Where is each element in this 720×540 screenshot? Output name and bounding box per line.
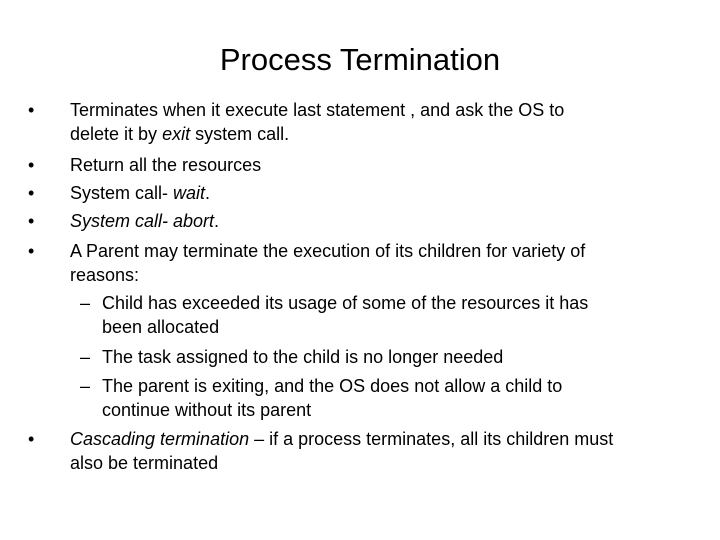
bullet-line: delete it by exit system call.	[70, 124, 290, 144]
italic-term: Cascading termination	[70, 429, 250, 449]
bullet-icon: •	[28, 100, 35, 120]
dash-icon: –	[80, 347, 91, 367]
bullet-icon: •	[28, 211, 35, 231]
sub-item-text: The parent is exiting, and the OS does not allow a child to continue without its parent	[102, 376, 563, 420]
sub-item-text: The task assigned to the child is no longer needed	[102, 347, 504, 367]
italic-term: System call- abort	[70, 211, 215, 231]
bullet-text: System call- wait.	[70, 183, 211, 203]
italic-term: wait	[173, 183, 206, 203]
bullet-text: Cascading termination – if a process terminates, all its children must also be terminated	[70, 429, 614, 473]
bullet-icon: •	[28, 429, 35, 449]
bullet-icon: •	[28, 155, 35, 175]
bullet-text	[70, 98, 564, 146]
dash-icon: –	[80, 293, 91, 313]
bullet-text: A Parent may terminate the execution of its children for variety of reasons:	[70, 241, 586, 285]
slide-title: Process Termination	[219, 42, 501, 77]
dash-icon: –	[80, 376, 91, 396]
bullet-icon: •	[28, 241, 35, 261]
bullet-text: System call- abort.	[70, 211, 220, 231]
sub-item-text: Child has exceeded its usage of some of the resources it has been allocated	[102, 293, 589, 337]
bullet-icon: •	[28, 183, 35, 203]
italic-term: exit	[162, 124, 191, 144]
bullet-text: Return all the resources	[70, 155, 262, 175]
bullet-line: Terminates when it execute last statement , and ask the OS to	[70, 100, 565, 120]
